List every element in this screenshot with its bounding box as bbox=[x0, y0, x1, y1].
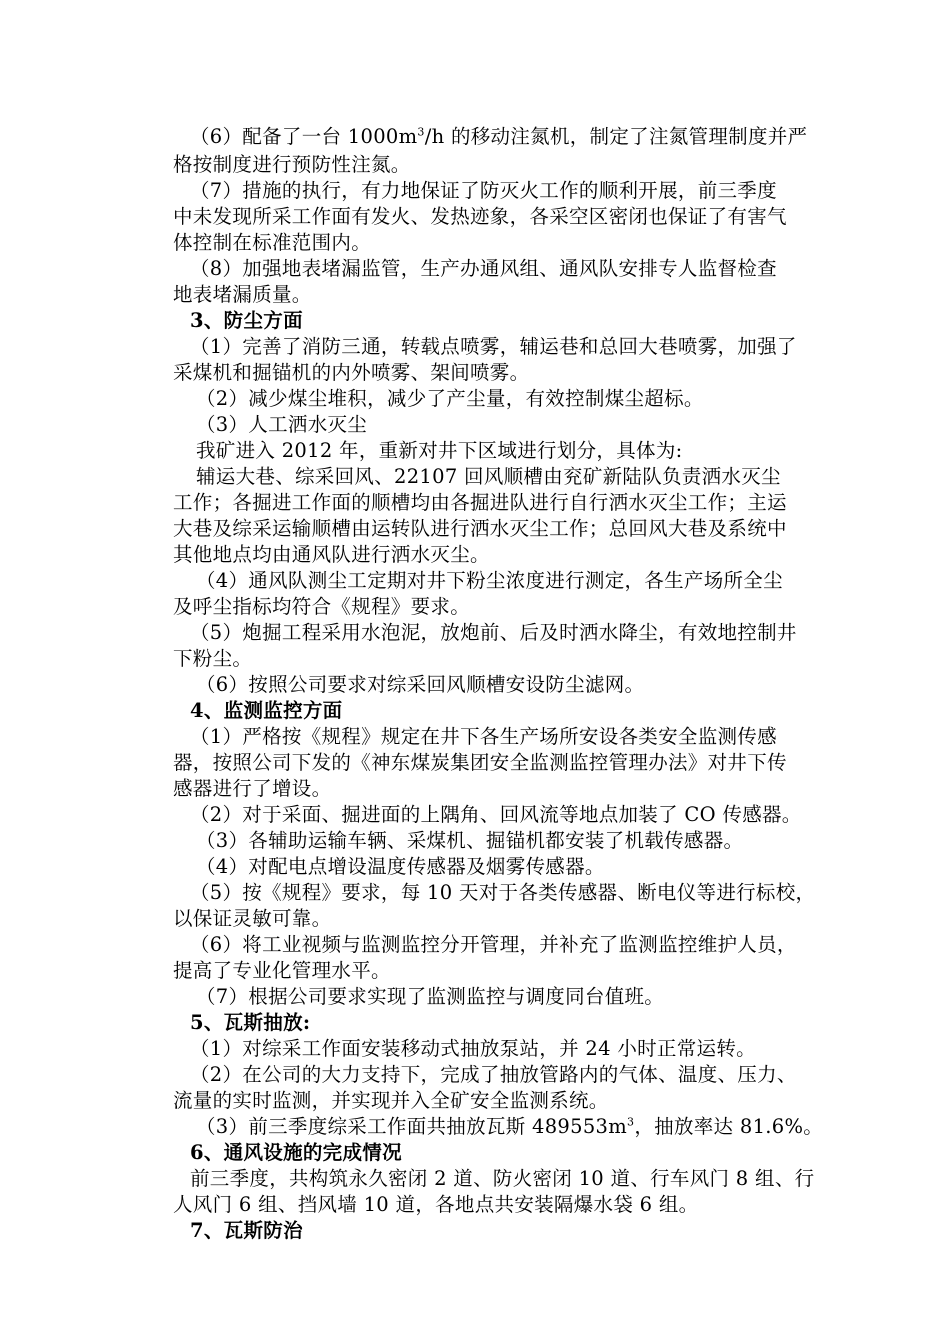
paragraph-line: （6）按照公司要求对综采回风顺槽安设防尘滤网。 bbox=[196, 673, 645, 696]
paragraph-line: （8）加强地表堵漏监管，生产办通风组、通风队安排专人监督检查 bbox=[190, 257, 777, 280]
paragraph-line bbox=[190, 124, 807, 150]
paragraph-line: 提高了专业化管理水平。 bbox=[173, 959, 391, 982]
paragraph-line: 辅运大巷、综采回风、22107 回风顺槽由兖矿新陆队负责洒水灭尘 bbox=[196, 465, 781, 488]
paragraph-line: （2）减少煤尘堆积，减少了产尘量，有效控制煤尘超标。 bbox=[196, 387, 704, 410]
paragraph-line: 我矿进入 2012 年，重新对井下区域进行划分，具体为: bbox=[196, 439, 683, 462]
paragraph-line: 大巷及综采运输顺槽由运转队进行洒水灭尘工作；总回风大巷及系统中 bbox=[173, 517, 787, 540]
paragraph-line: 感器进行了增设。 bbox=[173, 777, 332, 800]
section-heading-gas-prevention: 7、瓦斯防治 bbox=[190, 1219, 303, 1242]
paragraph-line: 以保证灵敏可靠。 bbox=[173, 907, 332, 930]
text-run: （6）配备了一台 1000m bbox=[190, 125, 418, 148]
paragraph-line: （7）措施的执行，有力地保证了防灭火工作的顺利开展，前三季度 bbox=[190, 179, 777, 202]
paragraph-line: （4）通风队测尘工定期对井下粉尘浓度进行测定，各生产场所全尘 bbox=[196, 569, 783, 592]
paragraph-line: （4）对配电点增设温度传感器及烟雾传感器。 bbox=[196, 855, 605, 878]
paragraph-line: 地表堵漏质量。 bbox=[173, 283, 312, 306]
superscript: 3 bbox=[627, 1115, 635, 1129]
paragraph-line: 采煤机和掘锚机的内外喷雾、架间喷雾。 bbox=[173, 361, 530, 384]
paragraph-line: 器，按照公司下发的《神东煤炭集团安全监测监控管理办法》对井下传 bbox=[173, 751, 787, 774]
section-heading-gas-drainage: 5、瓦斯抽放: bbox=[190, 1011, 311, 1034]
paragraph-line: （5）按《规程》要求，每 10 天对于各类传感器、断电仪等进行标校， bbox=[190, 881, 816, 904]
paragraph-line: （3）人工洒水灭尘 bbox=[196, 413, 368, 436]
text-run: ，抽放率达 81.6%。 bbox=[634, 1115, 824, 1138]
paragraph-line: （6）将工业视频与监测监控分开管理，并补充了监测监控维护人员， bbox=[190, 933, 797, 956]
paragraph-line: 人风门 6 组、挡风墙 10 道，各地点共安装隔爆水袋 6 组。 bbox=[173, 1193, 699, 1216]
paragraph-line bbox=[196, 1114, 823, 1140]
paragraph-line: 工作；各掘进工作面的顺槽均由各掘进队进行自行洒水灭尘工作；主运 bbox=[173, 491, 787, 514]
paragraph-line: 流量的实时监测，并实现并入全矿安全监测系统。 bbox=[173, 1089, 609, 1112]
paragraph-line: （2）对于采面、掘进面的上隅角、回风流等地点加装了 CO 传感器。 bbox=[190, 803, 802, 826]
paragraph-line: （5）炮掘工程采用水泡泥，放炮前、后及时洒水降尘，有效地控制井 bbox=[190, 621, 797, 644]
paragraph-line: 中未发现所采工作面有发火、发热迹象，各采空区密闭也保证了有害气 bbox=[173, 205, 787, 228]
paragraph-line: 前三季度，共构筑永久密闭 2 道、防火密闭 10 道、行车风门 8 组、行 bbox=[190, 1167, 815, 1190]
paragraph-line: 下粉尘。 bbox=[173, 647, 253, 670]
paragraph-line: （1）严格按《规程》规定在井下各生产场所安设各类安全监测传感 bbox=[190, 725, 777, 748]
text-run: （3）前三季度综采工作面共抽放瓦斯 489553m bbox=[196, 1115, 628, 1138]
section-heading-dust: 3、防尘方面 bbox=[190, 309, 303, 332]
text-run: /h 的移动注氮机，制定了注氮管理制度并严 bbox=[424, 125, 808, 148]
section-heading-monitoring: 4、监测监控方面 bbox=[190, 699, 343, 722]
paragraph-line: （1）对综采工作面安装移动式抽放泵站，并 24 小时正常运转。 bbox=[190, 1037, 756, 1060]
superscript: 3 bbox=[417, 125, 425, 139]
paragraph-line: 其他地点均由通风队进行洒水灭尘。 bbox=[173, 543, 490, 566]
paragraph-line: （7）根据公司要求实现了监测监控与调度同台值班。 bbox=[196, 985, 665, 1008]
paragraph-line: 格按制度进行预防性注氮。 bbox=[173, 153, 411, 176]
paragraph-line: 及呼尘指标均符合《规程》要求。 bbox=[173, 595, 471, 618]
section-heading-ventilation-facilities: 6、通风设施的完成情况 bbox=[190, 1141, 402, 1164]
paragraph-line: （2）在公司的大力支持下，完成了抽放管路内的气体、温度、压力、 bbox=[190, 1063, 797, 1086]
paragraph-line: （3）各辅助运输车辆、采煤机、掘锚机都安装了机载传感器。 bbox=[196, 829, 744, 852]
paragraph-line: （1）完善了消防三通，转载点喷雾，辅运巷和总回大巷喷雾，加强了 bbox=[190, 335, 797, 358]
paragraph-line: 体控制在标准范围内。 bbox=[173, 231, 372, 254]
